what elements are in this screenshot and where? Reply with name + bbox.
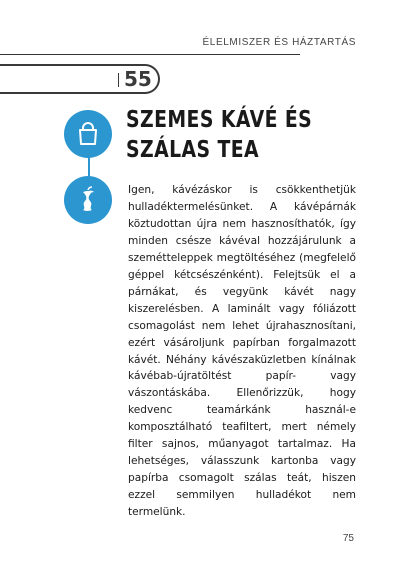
tip-number: 55 bbox=[124, 67, 152, 91]
title-line-1: SZEMES KÁVÉ ÉS bbox=[126, 107, 313, 133]
tip-title bbox=[126, 105, 331, 165]
tip-number-tab bbox=[0, 64, 160, 94]
title-line-2: SZÁLAS TEA bbox=[126, 137, 260, 163]
header-divider bbox=[0, 54, 300, 55]
tab-divider bbox=[118, 73, 119, 87]
body-paragraph: Igen, kávézáskor is csökkenthetjük hulladéktermelésünket. A kávépárnák köztudottan újra nem hasznosíthatók, így minden csésze kávéval hozzájárulunk a szemétteleppek megtöltéséhez (megfelelő géppel kétcsészénként). Felejtsük el a párnákat, és vegyünk kávét nagy kiszerelésben. A laminált vagy fóliázott csomagolást nem lehet újrahasznosítani, ezért vásároljunk papírban forgalmazott kávét. Néhány kávészaküzletben kínálnak kávébab-újratöltést papír- vagy vászontáskába. Ellenőrizzük, hogy kedvenc teamárkánk használ-e komposztálható teafiltert, mert némely filter sajnos, műanyagot tartalmaz. Ha lehetséges, válasszunk kartonba vagy papírba csomagolt szálas teát, hiszen ezzel semmilyen hulladékot nem termelünk. bbox=[128, 184, 356, 519]
apple-core-icon bbox=[64, 176, 112, 224]
shopping-bag-icon bbox=[64, 110, 112, 158]
page-number: 75 bbox=[342, 533, 354, 544]
section-category: ÉLELMISZER ÉS HÁZTARTÁS bbox=[202, 37, 356, 48]
